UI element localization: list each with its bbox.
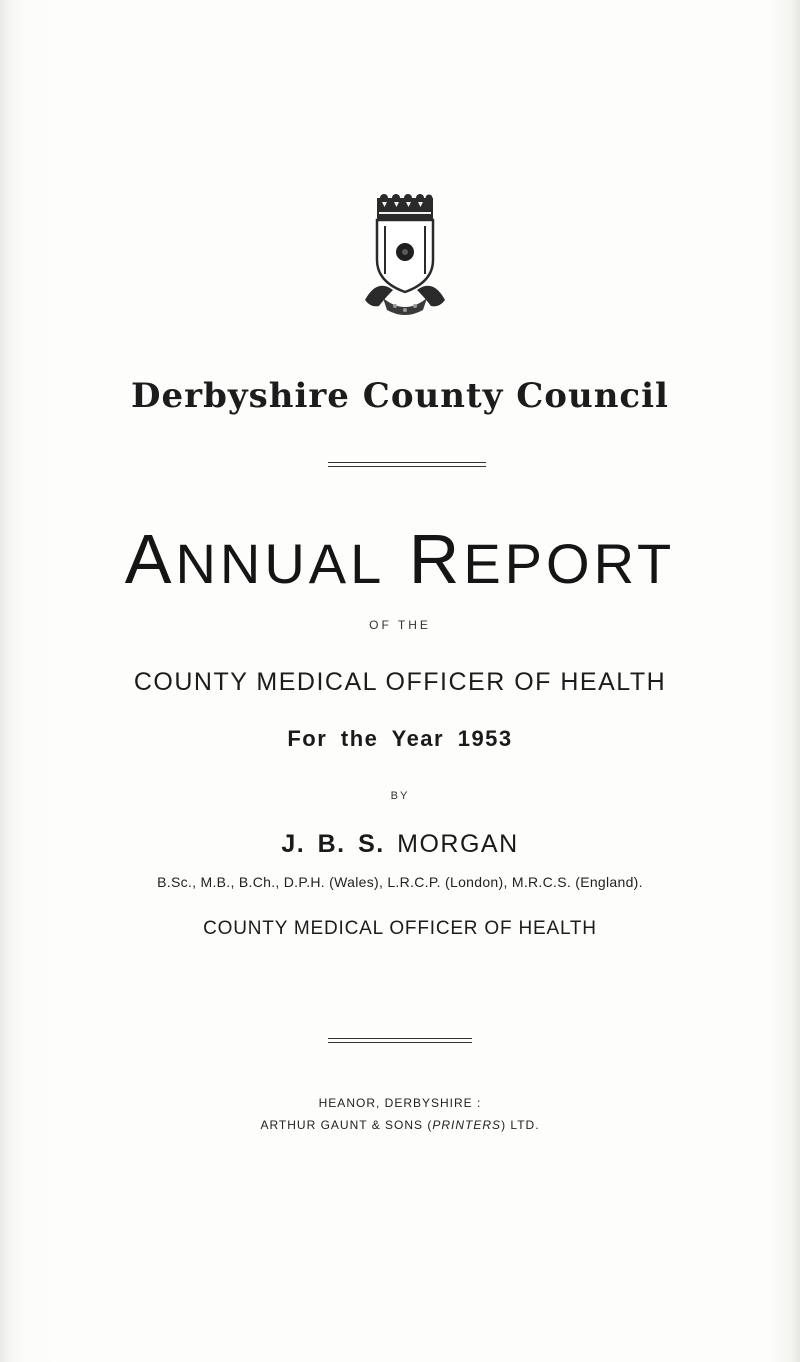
of-the-label: OF THE xyxy=(369,618,431,632)
printer-name-italic: PRINTERS xyxy=(432,1118,502,1132)
divider-rule-bottom xyxy=(328,1038,472,1043)
author-qualifications: B.Sc., M.B., B.Ch., D.P.H. (Wales), L.R.C.P. (London), M.R.C.S. (England). xyxy=(157,874,643,890)
author-role: COUNTY MEDICAL OFFICER OF HEALTH xyxy=(203,918,597,939)
printer-place: HEANOR, DERBYSHIRE : xyxy=(318,1096,482,1110)
officer-title: COUNTY MEDICAL OFFICER OF HEALTH xyxy=(133,668,667,696)
divider-rule-top xyxy=(328,462,486,467)
report-year: For the Year 1953 xyxy=(287,726,513,751)
title-initial-r: R xyxy=(408,520,464,598)
council-name: Derbyshire County Council xyxy=(131,376,669,416)
author-name xyxy=(0,830,800,859)
title-word-report-rest: EPORT xyxy=(463,532,676,595)
derbyshire-coat-of-arms-icon xyxy=(355,190,455,320)
author-initials: J. B. S. xyxy=(281,830,385,858)
printer-name-after: ) LTD. xyxy=(501,1118,540,1132)
by-label: BY xyxy=(390,790,410,802)
printer-name xyxy=(0,1118,800,1132)
printer-name-before: ARTHUR GAUNT & SONS ( xyxy=(260,1118,433,1132)
report-title xyxy=(0,520,800,598)
title-word-annual-rest: NNUAL xyxy=(175,532,386,595)
author-surname: MORGAN xyxy=(397,830,519,858)
title-initial-a: A xyxy=(124,520,176,598)
